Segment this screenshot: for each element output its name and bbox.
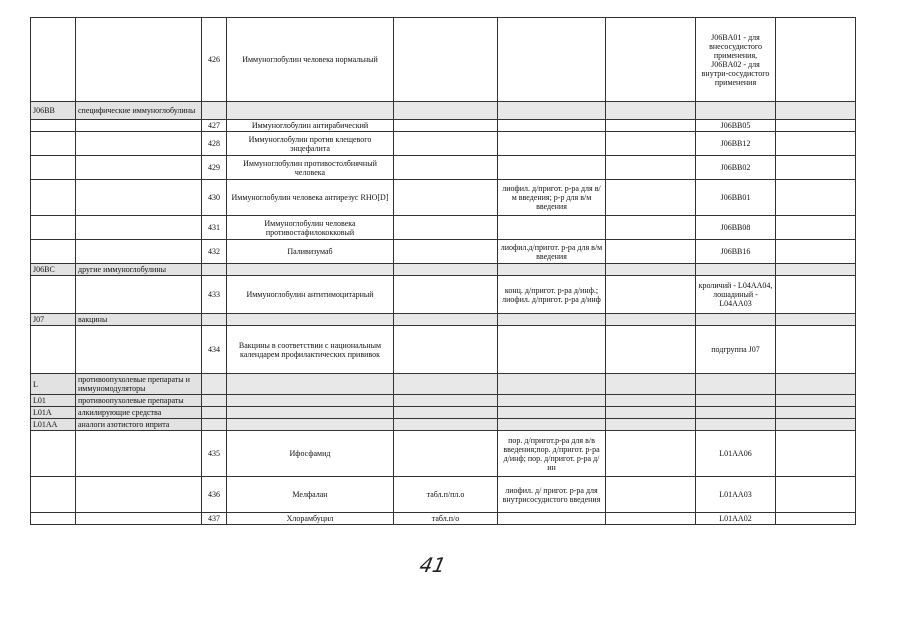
code-cell — [31, 513, 76, 525]
empty-cell — [606, 513, 696, 525]
empty-cell — [776, 314, 856, 326]
empty-cell — [606, 216, 696, 240]
empty-cell — [696, 102, 776, 120]
empty-cell — [696, 314, 776, 326]
drug-name: Паливизумаб — [227, 240, 394, 264]
empty-cell — [776, 395, 856, 407]
empty-cell — [606, 264, 696, 276]
empty-cell — [606, 120, 696, 132]
code-cell — [31, 276, 76, 314]
atc-code: J06BA01 - для внесосудистого применения, J06BA02 - для внутри-сосудистого применения — [696, 18, 776, 102]
empty-cell — [606, 419, 696, 431]
table-body — [31, 18, 856, 525]
group-cell — [76, 477, 202, 513]
empty-cell — [394, 374, 498, 395]
group-cell — [76, 326, 202, 374]
group-name: противоопухолевые препараты и иммуномодуляторы — [76, 374, 202, 395]
empty-cell — [696, 419, 776, 431]
code-cell — [31, 132, 76, 156]
empty-cell — [202, 407, 227, 419]
empty-cell — [202, 264, 227, 276]
empty-cell — [606, 374, 696, 395]
atc-code: подгруппа J07 — [696, 326, 776, 374]
empty-cell — [394, 395, 498, 407]
code-cell — [31, 120, 76, 132]
code-cell — [31, 477, 76, 513]
empty-cell — [227, 264, 394, 276]
table-row — [31, 431, 856, 477]
row-number: 436 — [202, 477, 227, 513]
empty-cell — [776, 216, 856, 240]
empty-cell — [606, 102, 696, 120]
empty-cell — [606, 132, 696, 156]
empty-cell — [606, 314, 696, 326]
empty-cell — [696, 407, 776, 419]
group-code: L01A — [31, 407, 76, 419]
table-row — [31, 132, 856, 156]
empty-cell — [776, 156, 856, 180]
drug-name: Иммуноглобулин человека противостафилококковый — [227, 216, 394, 240]
atc-code: кроличий - L04AA04, лошадиный - L04AA03 — [696, 276, 776, 314]
drug-name: Вакцины в соответствии с национальным календарем профилактических прививок — [227, 326, 394, 374]
row-number: 428 — [202, 132, 227, 156]
empty-cell — [776, 477, 856, 513]
empty-cell — [227, 395, 394, 407]
group-row — [31, 102, 856, 120]
code-cell — [31, 156, 76, 180]
empty-cell — [606, 407, 696, 419]
dosage-form-oral — [394, 180, 498, 216]
row-number: 435 — [202, 431, 227, 477]
empty-cell — [776, 120, 856, 132]
dosage-form-injection — [498, 120, 606, 132]
group-cell — [76, 513, 202, 525]
group-cell — [76, 18, 202, 102]
empty-cell — [498, 419, 606, 431]
dosage-form-injection: лиофил. д/ пригот. р-ра для внутрисосудистого введения — [498, 477, 606, 513]
empty-cell — [394, 419, 498, 431]
group-row — [31, 395, 856, 407]
empty-cell — [227, 314, 394, 326]
dosage-form-injection — [498, 156, 606, 180]
empty-cell — [776, 180, 856, 216]
group-code: L — [31, 374, 76, 395]
dosage-form-injection — [498, 216, 606, 240]
dosage-form-oral — [394, 240, 498, 264]
empty-cell — [394, 407, 498, 419]
empty-cell — [202, 374, 227, 395]
dosage-form-oral — [394, 216, 498, 240]
empty-cell — [776, 513, 856, 525]
empty-cell — [776, 374, 856, 395]
empty-cell — [498, 395, 606, 407]
empty-cell — [394, 314, 498, 326]
empty-cell — [202, 102, 227, 120]
empty-cell — [202, 419, 227, 431]
table-row — [31, 513, 856, 525]
group-cell — [76, 240, 202, 264]
dosage-form-oral — [394, 18, 498, 102]
table-row — [31, 240, 856, 264]
group-code: J06BB — [31, 102, 76, 120]
code-cell — [31, 326, 76, 374]
group-name: аналоги азотистого иприта — [76, 419, 202, 431]
dosage-form-injection: лиофил. д/пригот. р-ра для в/м введения; р-р для в/м введения — [498, 180, 606, 216]
row-number: 426 — [202, 18, 227, 102]
empty-cell — [776, 407, 856, 419]
group-cell — [76, 276, 202, 314]
row-number: 437 — [202, 513, 227, 525]
empty-cell — [776, 276, 856, 314]
drug-name: Иммуноглобулин против клещевого энцефалита — [227, 132, 394, 156]
group-code: L01AA — [31, 419, 76, 431]
dosage-form-oral — [394, 326, 498, 374]
group-row — [31, 419, 856, 431]
empty-cell — [227, 374, 394, 395]
group-cell — [76, 431, 202, 477]
code-cell — [31, 180, 76, 216]
row-number: 431 — [202, 216, 227, 240]
dosage-form-oral: табл.п/пл.о — [394, 477, 498, 513]
dosage-form-oral — [394, 132, 498, 156]
empty-cell — [696, 395, 776, 407]
empty-cell — [606, 395, 696, 407]
empty-cell — [696, 264, 776, 276]
empty-cell — [606, 276, 696, 314]
dosage-form-injection: пор. д/пригот.р-ра для в/в введения;пор. д/пригот. р-ра д/инф; пор. д/пригот. р-ра д/ин — [498, 431, 606, 477]
page-number: 41 — [417, 553, 449, 577]
empty-cell — [606, 477, 696, 513]
row-number: 429 — [202, 156, 227, 180]
group-name: противоопухолевые препараты — [76, 395, 202, 407]
code-cell — [31, 431, 76, 477]
dosage-form-injection — [498, 132, 606, 156]
atc-code: J06BB12 — [696, 132, 776, 156]
group-row — [31, 314, 856, 326]
dosage-form-injection: конц. д/пригот. р-ра д/инф.; лиофил. д/пригот. р-ра д/инф — [498, 276, 606, 314]
empty-cell — [776, 419, 856, 431]
empty-cell — [776, 326, 856, 374]
dosage-form-oral — [394, 431, 498, 477]
empty-cell — [227, 407, 394, 419]
drug-name: Иммуноглобулин антирабический — [227, 120, 394, 132]
drug-name: Иммуноглобулин противостолбнячный человека — [227, 156, 394, 180]
drug-name: Хлорамбуцил — [227, 513, 394, 525]
group-cell — [76, 216, 202, 240]
drug-name: Ифосфамид — [227, 431, 394, 477]
group-row — [31, 374, 856, 395]
group-cell — [76, 120, 202, 132]
empty-cell — [498, 374, 606, 395]
atc-code: J06BB02 — [696, 156, 776, 180]
empty-cell — [202, 395, 227, 407]
dosage-form-injection — [498, 18, 606, 102]
row-number: 434 — [202, 326, 227, 374]
group-name: вакцины — [76, 314, 202, 326]
table-row — [31, 18, 856, 102]
atc-code: J06BB05 — [696, 120, 776, 132]
group-code: J06BC — [31, 264, 76, 276]
atc-code: J06BB01 — [696, 180, 776, 216]
empty-cell — [776, 102, 856, 120]
group-code: J07 — [31, 314, 76, 326]
code-cell — [31, 240, 76, 264]
empty-cell — [606, 240, 696, 264]
empty-cell — [606, 326, 696, 374]
empty-cell — [606, 156, 696, 180]
drug-name: Мелфалан — [227, 477, 394, 513]
empty-cell — [776, 240, 856, 264]
dosage-form-oral — [394, 120, 498, 132]
empty-cell — [498, 102, 606, 120]
empty-cell — [776, 431, 856, 477]
group-name: другие иммуноглобулины — [76, 264, 202, 276]
dosage-form-oral: табл.п/о — [394, 513, 498, 525]
code-cell — [31, 216, 76, 240]
empty-cell — [776, 132, 856, 156]
dosage-form-injection — [498, 513, 606, 525]
empty-cell — [498, 264, 606, 276]
empty-cell — [227, 419, 394, 431]
table-row — [31, 326, 856, 374]
drug-name: Иммуноглобулин человека нормальный — [227, 18, 394, 102]
empty-cell — [696, 374, 776, 395]
group-cell — [76, 132, 202, 156]
atc-code: L01AA03 — [696, 477, 776, 513]
empty-cell — [202, 314, 227, 326]
drug-list-table — [30, 17, 856, 525]
empty-cell — [227, 102, 394, 120]
group-name: специфические иммуноглобулины — [76, 102, 202, 120]
empty-cell — [498, 314, 606, 326]
group-cell — [76, 180, 202, 216]
atc-code: L01AA06 — [696, 431, 776, 477]
group-row — [31, 264, 856, 276]
table-row — [31, 477, 856, 513]
row-number: 432 — [202, 240, 227, 264]
empty-cell — [776, 18, 856, 102]
group-row — [31, 407, 856, 419]
table-row — [31, 276, 856, 314]
drug-name: Иммуноглобулин антитимоцитарный — [227, 276, 394, 314]
dosage-form-oral — [394, 156, 498, 180]
row-number: 427 — [202, 120, 227, 132]
empty-cell — [498, 407, 606, 419]
dosage-form-oral — [394, 276, 498, 314]
atc-code: J06BB16 — [696, 240, 776, 264]
empty-cell — [606, 18, 696, 102]
table-row — [31, 156, 856, 180]
atc-code: L01AA02 — [696, 513, 776, 525]
empty-cell — [394, 264, 498, 276]
row-number: 433 — [202, 276, 227, 314]
table-row — [31, 120, 856, 132]
dosage-form-injection: лиофил.д/пригот. р-ра для в/м введения — [498, 240, 606, 264]
dosage-form-injection — [498, 326, 606, 374]
group-name: алкилирующие средства — [76, 407, 202, 419]
table-row — [31, 216, 856, 240]
empty-cell — [394, 102, 498, 120]
code-cell — [31, 18, 76, 102]
group-cell — [76, 156, 202, 180]
empty-cell — [606, 180, 696, 216]
drug-name: Иммуноглобулин человека антирезус RHO[D] — [227, 180, 394, 216]
group-code: L01 — [31, 395, 76, 407]
atc-code: J06BB08 — [696, 216, 776, 240]
empty-cell — [606, 431, 696, 477]
table-row — [31, 180, 856, 216]
row-number: 430 — [202, 180, 227, 216]
empty-cell — [776, 264, 856, 276]
